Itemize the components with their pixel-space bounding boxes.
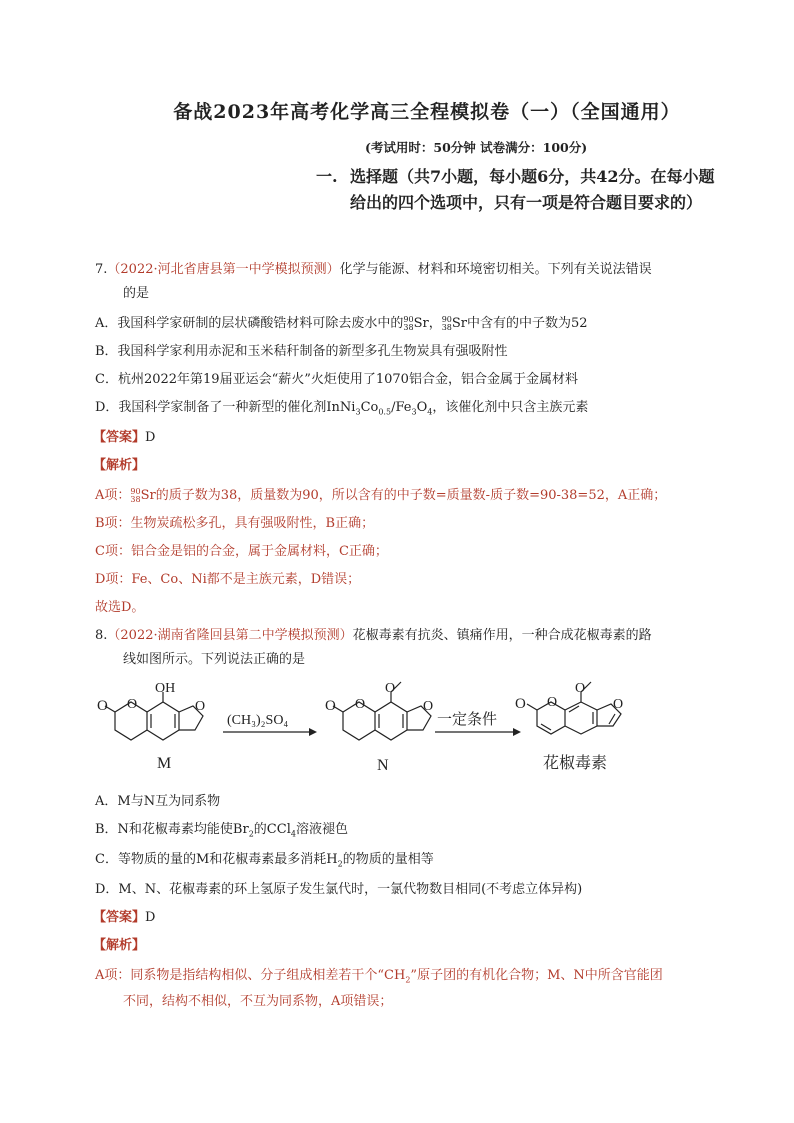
m-carbonyl-o: O [97,698,108,714]
m-furan-o: O [195,699,206,714]
q8-option-b: B．N和花椒毒素均能使$Br_2$的CCl$_4$溶液褪色 [95,822,348,839]
q7-explain-a: A项：90 38Sr的质子数为38，质量数为90，所以含有的中子数=质量数-质子数=90-38=52，A正确； [95,486,667,504]
q8-option-c: C．等物质的量的M和花椒毒素最多消耗$H_2$的物质的量相等 [95,852,434,869]
p-carbonyl-o: O [515,696,526,712]
q7-option-d: D．我国科学家制备了一种新型的催化剂$InNi_3Co_{0.5}/Fe_3O_4$，该催化剂中只含主族元素 [95,400,589,417]
q8-number: 8. [95,628,108,643]
q7-option-c: C．杭州2022年第19届亚运会“薪火”火炬使用了1070铝合金，铝合金属于金属材料 [95,372,578,387]
q8-explain-a-line2: 不同，结构不相似，不互为同系物，A项错误； [123,994,393,1009]
q7-conclusion: 故选D。 [95,600,145,615]
reagent-1: (CH₃)₂SO₄ [227,713,289,728]
q7-stem-line2: 的是 [123,286,150,301]
p-methoxy-o: O [575,681,586,696]
label-n: N [377,757,389,774]
q7-explain-d: D项：Fe、Co、Ni都不是主族元素，D错误； [95,572,361,587]
q8-analysis-label: 【解析】 [93,938,146,953]
m-hydroxyl: OH [155,681,176,696]
label-m: M [157,755,172,772]
reagent-2: 一定条件 [437,712,498,728]
reaction-scheme [95,680,715,780]
label-product: 花椒毒素 [543,753,608,772]
n-ring-o: O [355,697,366,712]
q7-source: （2022·河北省唐县第一中学模拟预测） [107,262,340,277]
nuclide-b: 90 38 [441,314,452,332]
nuclide-a: 90 38 [403,314,414,332]
section-number: 一. [316,167,338,186]
q8-option-d: D．M、N、花椒毒素的环上氢原子发生氯代时，一氯代物数目相同(不考虑立体异构) [95,882,583,897]
q8-stem: 花椒毒素有抗炎、镇痛作用，一种合成花椒毒素的路 [352,628,652,643]
n-furan-o: O [423,699,434,714]
q7-option-b: B．我国科学家利用赤泥和玉米秸秆制备的新型多孔生物炭具有强吸附性 [95,344,508,359]
q7-explain-c: C项：铝合金是铝的合金，属于金属材料，C正确； [95,544,388,559]
product-structure [527,682,624,734]
q8-explain-a-line1: A项：同系物是指结构相似、分子组成相差若干个“$CH_2$”原子团的有机化合物；M、N中所含官能团 [95,968,663,985]
n-carbonyl-o: O [325,698,336,714]
q7-stem-line1 [95,260,652,280]
q7-analysis-label: 【解析】 [93,458,146,473]
compound-m-structure [105,692,206,740]
p-furan-o: O [613,697,624,712]
q7-answer: 【答案】D [93,430,156,445]
q7-explain-b: B项：生物炭疏松多孔，具有强吸附性，B正确； [95,516,375,531]
q7-number: 7. [95,262,108,277]
m-ring-o: O [127,697,138,712]
section-text: 选择题（共7小题，每小题6分，共42分。在每小题给出的四个选项中，只有一项是符合题目要求的） [350,167,715,212]
n-methoxy-o: O [385,681,396,696]
q8-stem-line2: 线如图所示。下列说法正确的是 [123,652,306,667]
exam-info: (考试用时：50分钟 试卷满分：100分) [365,140,588,155]
compound-n-structure [333,682,434,740]
q7-option-a: A．我国科学家研制的层状磷酸锆材料可除去废水中的90 38Sr，90 38Sr中含有的中子数为52 [95,314,588,332]
q8-answer: 【答案】D [93,910,156,925]
page-title: 备战2023年高考化学高三全程模拟卷（一）（全国通用） [173,101,681,123]
q7-stem: 化学与能源、材料和环境密切相关。下列有关说法错误 [339,262,652,277]
q8-stem-line1 [95,626,652,646]
section-heading [316,164,716,216]
q8-option-a: A．M与N互为同系物 [95,794,221,809]
q8-source: （2022·湖南省隆回县第二中学模拟预测） [107,628,353,643]
p-ring-o: O [547,695,558,710]
